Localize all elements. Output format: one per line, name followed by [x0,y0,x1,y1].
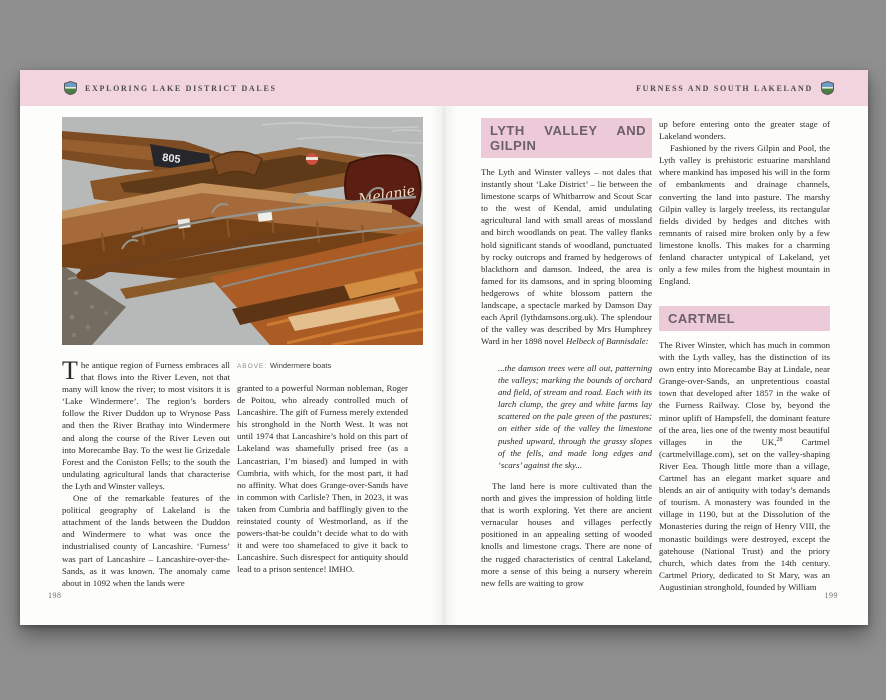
boat-name-text: Melanie [357,182,417,208]
body-paragraph: The Lyth and Winster valleys – not dales that instantly shout ‘Lake District’ – lie between the limestone scarps of Whitbarrow and Scout Scar to the west of Kendal, amid undulating agricultural land with small areas of mossland and birch woodlands on peat. The valley flanks hold significant stands of woodland, punctuated by rocky outcrops and framed by hedgerows of blackthorn and damson. Indeed, the area is famed for its damsons, and in spring blooming hedgerows of white blossom pattern the landscape, a spectacle marked by Damson Day each April (lythdamsons.org.uk). The splendour of the valley was described by Mrs Humphrey Ward in her 1898 novel Helbeck of Bannisdale: [481,167,652,347]
page-number-left: 198 [48,591,62,600]
chapter-title: FURNESS AND SOUTH LAKELAND [636,83,813,93]
right-page-column-1 [481,118,652,347]
body-paragraph: Fashioned by the rivers Gilpin and Pool, the Lyth valley is prehistoric estuarine marshland where mankind has imposed his will in the form of embankments and drainage channels, converting the land into pasture. The marshy Gilpin valley is largely treeless, its rectangular fields divided by hedges and ditches with remnants of raised mire broken only by a few limestone knolls. This makes for a charming fenland character untypical of Lakeland, yet only a few miles from the highest mountain in England. [659,143,830,287]
block-quote: ...the damson trees were all out, patterning the valleys; marking the bounds of orchard and field, of stream and road. Each with its larch clump, the grey and white farms lay scattered on the pale green of the pastures; on either side of the valley the limestone pushed upward, through the grassy slopes of the fells, and made long edges and ‘scars’ against the sky... [498,363,652,470]
book-title-italic: Helbeck of Bannisdale: [566,336,649,347]
windermere-boats-photo [62,117,423,345]
running-header-right [636,81,834,95]
caption-label: ABOVE: [237,363,267,370]
caption-text: Windermere boats [269,361,332,370]
body-paragraph: granted to a powerful Norman nobleman, Roger de Poitou, who already controlled much of Lancashire. The gift of Furness merely extended his stronghold in the North West. It was not until 1974 that Lancashire’s hold on this part of Lakeland was shamefully prised free (as a Lancastrian, I’m biased) and lumped in with Cumbria, with which, for the most part, it had no affinity. What does Grange-over-Sands have in common with Carlisle? Then, in 2023, it was taken from Cumbria and bafflingly given to the reinstated county of Westmorland, as if the powers-that-be couldn’t decide what to do with it and were too shamefaced to give it back to Lancashire. Such disrespect for antiquity should lead to a prison sentence! IMHO. [237,383,408,575]
lakeland-shield-icon [64,81,77,95]
body-paragraph: up before entering onto the greater stage of Lakeland wonders. [659,119,830,142]
left-page-column-2 [237,382,408,576]
book-spread [20,70,868,625]
right-page-column-2 [659,118,830,287]
photo-caption [237,361,422,370]
boat-number-text: 805 [161,151,182,167]
page-number-right: 199 [824,591,838,600]
drop-cap: T [62,356,78,385]
section-heading-cartmel: CARTMEL [659,306,830,331]
running-header [20,70,868,106]
left-page-column-1 [62,356,230,589]
body-paragraph: The land here is more cultivated than the north and gives the impression of holding little that is worth exploring. Yet there are ancient vernacular houses and villages perfectly positioned in an appealing setting of wooded knolls and limestone crags. There are none of the rugged characteristics of central Lakeland, more a sense of this being a nursery wherein new fells are waiting to grow [481,481,652,588]
running-header-left [64,81,277,95]
body-paragraph: The River Winster, which has much in common with the Lyth valley, has the distinction of its own entry into Morecambe Bay at Lindale, near Grange-over-Sands, an unpretentious coastal town that developed after 1857 in the wake of the Furness Railway. Close by, beyond the minor uplift of Hampsfell, the dominant feature of the area, lies one of the twenty most beautiful villages in the UK,$^{28}$ Cartmel (cartmelvillage.com), set on the valley-shaping River Eea. Though little more than a village, Cartmel has an elegant market square and blends an air of antiquity with today’s demands of tourism. A monastery was founded in the village in 1190, but at the Dissolution of the Monasteries during the reign of Henry VIII, the monastic buildings were destroyed, except the gatehouse (National Trust) and the priory church, which dates from the 14th century. Cartmel Priory, dedicated to St Mary, was an Augustinian stronghold, founded by William [659,340,830,592]
section-heading-lyth: LYTH VALLEY AND GILPIN [481,118,652,158]
footnote-reference: 28 [776,436,783,443]
body-paragraph: The antique region of Furness embraces all that flows into the River Leven, not that many will know the river; to most visitors it is ‘Lake Windermere’. The region’s borders follow the River Duddon up to Wrynose Pass and then the River Brathay into Windermere and along the course of the River Leven out into Morecambe Bay. To the west lie Grizedale Forest and the Coniston Fells; to the south the undulating agricultural lands that characterise the Lyth and Winster valleys. [62,356,230,491]
right-page-column-2-cartmel [659,306,830,593]
book-title: EXPLORING LAKE DISTRICT DALES [85,83,277,93]
lakeland-shield-icon [821,81,834,95]
body-paragraph: One of the remarkable features of the political geography of Lakeland is the attachment of the lands between the Duddon and Windermere to what was once the industrialised county of Lancashire. ‘Furness’ was part of Lancashire – Lancashire-over-the-Sands, as it was known. The anomaly came about in 1092 when the lands were [62,493,230,588]
spread-gutter [430,106,458,625]
right-page-column-1-continued [481,480,652,589]
